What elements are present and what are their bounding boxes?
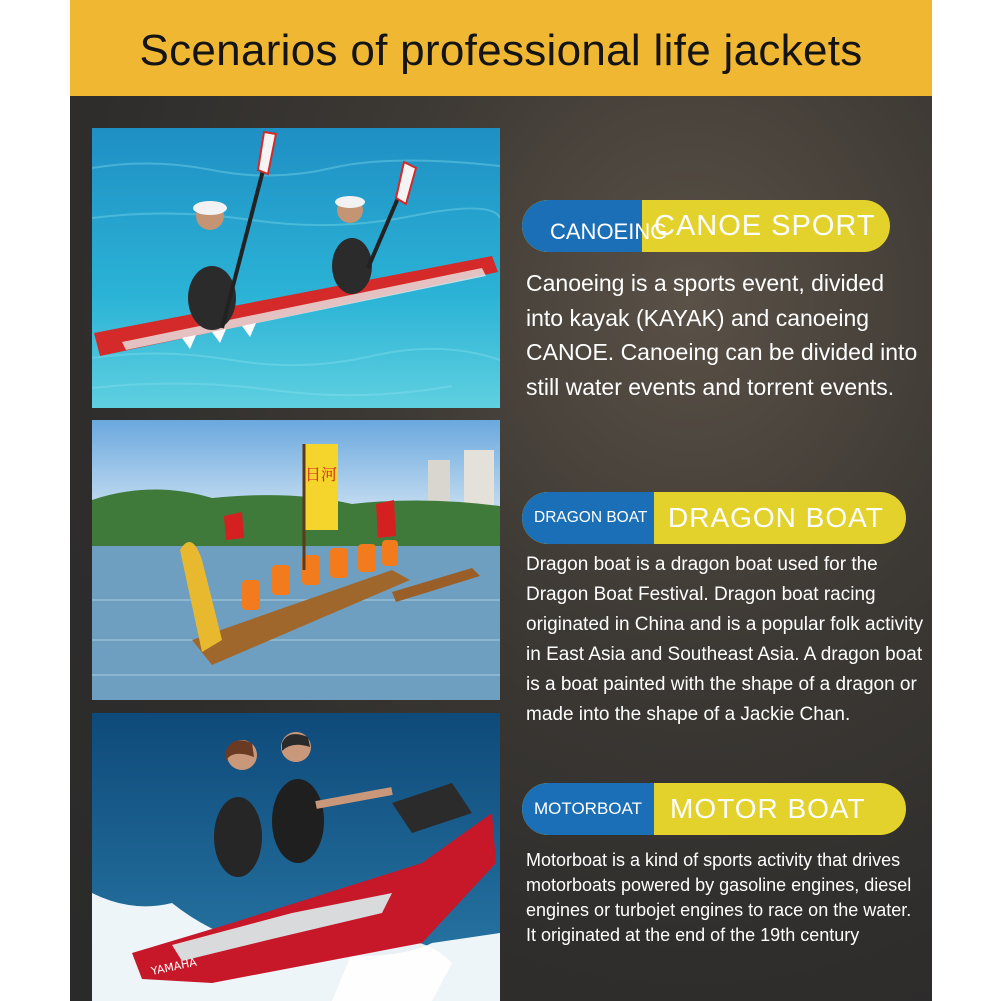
poster — [70, 0, 932, 1001]
dragon-boat-label-small: DRAGON BOAT — [534, 509, 648, 526]
motorboat-description: Motorboat is a kind of sports activity that drives motorboats powered by gasoline engines, diesel engines or turbojet engines to race on the water. It originated at the end of the 19th century — [526, 850, 912, 945]
motorboat-label-big: MOTOR BOAT — [670, 793, 866, 824]
jetski-photo — [92, 713, 500, 1001]
dragon-boat-photo — [92, 420, 500, 700]
yamaha-logo: YAMAHA — [149, 955, 198, 978]
header-bar — [70, 0, 932, 96]
flag-text: 日河 — [304, 465, 338, 484]
canoeing-label-pill — [522, 200, 890, 252]
dragon-boat-label-pill — [522, 492, 906, 544]
motorboat-label-pill — [522, 783, 906, 835]
canoeing-label-big: CANOE SPORT — [654, 210, 876, 242]
dragon-boat-label-big: DRAGON BOAT — [668, 502, 884, 533]
motorboat-label-small: MOTORBOAT — [534, 799, 642, 818]
canoeing-label-small: CANOEING — [550, 219, 668, 244]
kayak-photo — [92, 128, 500, 408]
page-title: Scenarios of professional life jackets — [139, 26, 863, 75]
canoeing-description: Canoeing is a sports event, divided into kayak (KAYAK) and canoeing CANOE. Canoeing can be divided into still water events and torrent events. — [526, 270, 918, 400]
dragon-boat-description: Dragon boat is a dragon boat used for the Dragon Boat Festival. Dragon boat racing originated in China and is a popular folk activity in East Asia and Southeast Asia. A dragon boat is a boat painted with the shape of a dragon or made into the shape of a Jackie Chan. — [526, 554, 924, 725]
